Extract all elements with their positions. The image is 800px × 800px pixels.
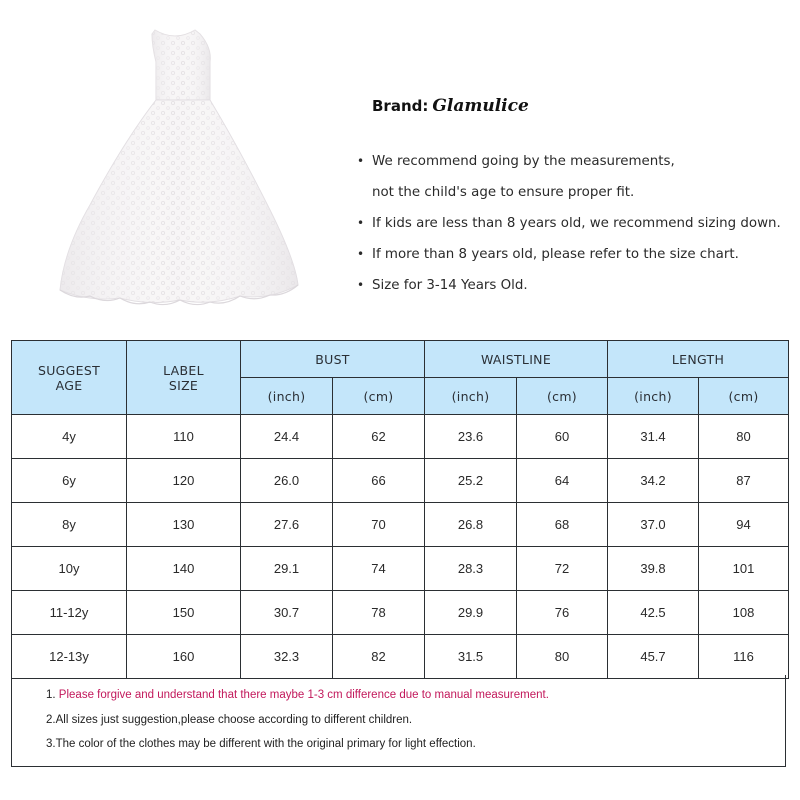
cell-waist-cm: 80 [517,635,608,679]
cell-length-inch: 31.4 [608,415,699,459]
cell-waist-inch: 29.9 [425,591,517,635]
cell-size: 160 [127,635,241,679]
header-bust-cm: (cm) [333,378,425,415]
sizing-tips-list [357,146,797,301]
notes-box [11,675,786,767]
cell-bust-cm: 82 [333,635,425,679]
cell-size: 150 [127,591,241,635]
cell-bust-cm: 66 [333,459,425,503]
note-1: 1. Please forgive and understand that there maybe 1-3 cm difference due to manual measurement. [46,689,549,701]
cell-bust-cm: 62 [333,415,425,459]
cell-age: 10y [12,547,127,591]
cell-bust-inch: 24.4 [241,415,333,459]
cell-waist-inch: 28.3 [425,547,517,591]
table-row [12,503,789,547]
cell-bust-cm: 70 [333,503,425,547]
cell-age: 8y [12,503,127,547]
cell-size: 130 [127,503,241,547]
cell-age: 4y [12,415,127,459]
brand-label: Brand: [372,97,429,115]
cell-waist-inch: 31.5 [425,635,517,679]
cell-waist-cm: 72 [517,547,608,591]
tip-item: • If more than 8 years old, please refer to the size chart. [357,239,797,270]
header-row-groups [12,341,789,378]
cell-waist-inch: 25.2 [425,459,517,503]
header-length-cm: (cm) [699,378,789,415]
cell-length-inch: 34.2 [608,459,699,503]
cell-waist-cm: 64 [517,459,608,503]
cell-age: 12-13y [12,635,127,679]
cell-length-inch: 39.8 [608,547,699,591]
brand-line [372,96,792,116]
header-waist-cm: (cm) [517,378,608,415]
cell-bust-inch: 26.0 [241,459,333,503]
cell-waist-cm: 68 [517,503,608,547]
header-bust: BUST [241,341,425,378]
cell-waist-inch: 23.6 [425,415,517,459]
cell-length-inch: 37.0 [608,503,699,547]
cell-size: 110 [127,415,241,459]
cell-length-cm: 108 [699,591,789,635]
brand-name: Glamulice [432,96,529,116]
table-row [12,547,789,591]
bullet-icon: • [357,278,365,292]
bullet-icon: • [357,154,365,168]
cell-length-inch: 42.5 [608,591,699,635]
cell-waist-cm: 76 [517,591,608,635]
bullet-icon: • [357,216,365,230]
product-image [40,0,310,320]
cell-length-cm: 94 [699,503,789,547]
header-label-size: LABEL SIZE [127,341,241,415]
cell-length-cm: 87 [699,459,789,503]
table-row [12,635,789,679]
cell-age: 11-12y [12,591,127,635]
tip-item: • We recommend going by the measurements, [357,146,797,177]
note-2: 2.All sizes just suggestion,please choose according to different children. [46,714,413,726]
header-waist-inch: (inch) [425,378,517,415]
cell-bust-cm: 78 [333,591,425,635]
tip-item: • Size for 3-14 Years Old. [357,270,797,301]
bullet-icon: • [357,247,365,261]
cell-length-inch: 45.7 [608,635,699,679]
tip-item-continuation: not the child's age to ensure proper fit. [372,185,635,200]
cell-waist-cm: 60 [517,415,608,459]
cell-bust-inch: 27.6 [241,503,333,547]
header-waistline: WAISTLINE [425,341,608,378]
cell-length-cm: 80 [699,415,789,459]
table-row [12,415,789,459]
cell-size: 120 [127,459,241,503]
cell-bust-inch: 32.3 [241,635,333,679]
cell-waist-inch: 26.8 [425,503,517,547]
cell-bust-inch: 30.7 [241,591,333,635]
header-length: LENGTH [608,341,789,378]
cell-length-cm: 116 [699,635,789,679]
cell-age: 6y [12,459,127,503]
cell-bust-inch: 29.1 [241,547,333,591]
header-length-inch: (inch) [608,378,699,415]
dress-illustration [40,0,310,320]
table-row [12,591,789,635]
product-info [357,96,792,293]
header-suggest-age: SUGGEST AGE [12,341,127,415]
cell-size: 140 [127,547,241,591]
note-3: 3.The color of the clothes may be different with the original primary for light effection. [46,738,476,750]
cell-length-cm: 101 [699,547,789,591]
header-bust-inch: (inch) [241,378,333,415]
table-row [12,459,789,503]
tip-item: • If kids are less than 8 years old, we recommend sizing down. [357,208,797,239]
cell-bust-cm: 74 [333,547,425,591]
size-chart-table [11,340,789,679]
